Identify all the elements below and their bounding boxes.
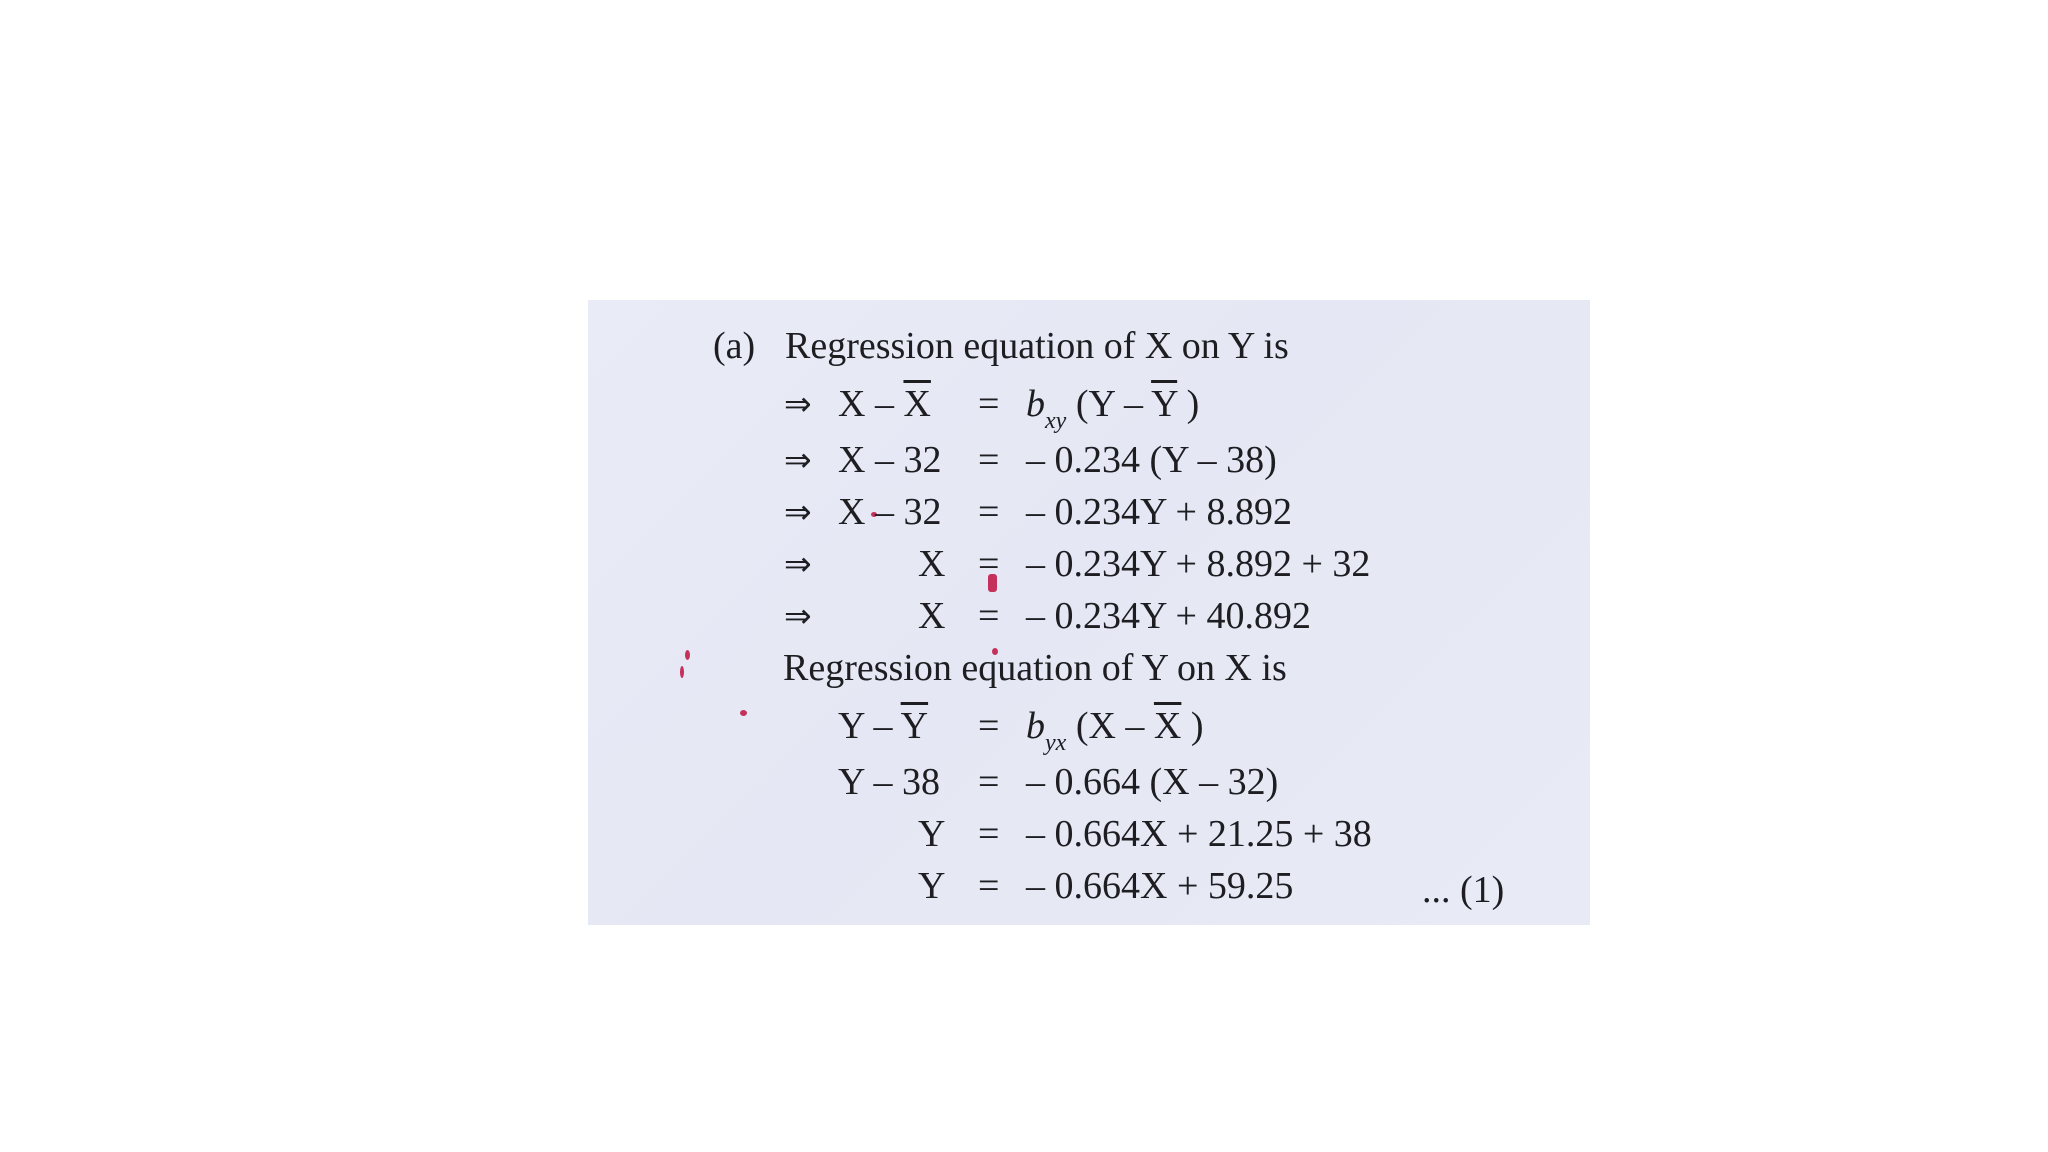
step-lhs: Y <box>918 813 946 855</box>
pen-mark <box>685 650 690 660</box>
implies-symbol: ⇒ <box>784 544 812 583</box>
part-label: (a) <box>713 325 756 367</box>
step-lhs: X <box>918 543 946 585</box>
step-lhs: X – 32 <box>838 491 942 533</box>
equals-sign: = <box>978 813 1000 855</box>
equals-sign: = <box>978 761 1000 803</box>
pen-mark <box>740 710 747 716</box>
equals-sign: = <box>978 543 1000 585</box>
equals-sign: = <box>978 865 1000 907</box>
equals-sign: = <box>978 491 1000 533</box>
step-rhs: – 0.664X + 59.25 <box>1026 865 1294 907</box>
heading-y-on-x: Regression equation of Y on X is <box>783 647 1287 689</box>
equals-sign: = <box>978 383 1000 425</box>
step-lhs: X – 32 <box>838 439 942 481</box>
step-rhs: $b_{xy}$ ($Y - \overline{Y}$ ) <box>1026 383 1200 434</box>
step-rhs: – 0.234Y + 8.892 + 32 <box>1026 543 1371 585</box>
step-rhs: – 0.234Y + 40.892 <box>1026 595 1311 637</box>
implies-symbol: ⇒ <box>784 440 812 479</box>
equals-sign: = <box>978 595 1000 637</box>
step-lhs: X <box>918 595 946 637</box>
equation-tag: ... (1) <box>1422 869 1505 911</box>
heading-x-on-y: Regression equation of X on Y is <box>785 325 1289 367</box>
implies-symbol: ⇒ <box>784 384 812 423</box>
implies-symbol: ⇒ <box>784 492 812 531</box>
step-rhs: – 0.234Y + 8.892 <box>1026 491 1292 533</box>
step-lhs: Y – $\overline{Y}$ <box>838 705 929 747</box>
step-lhs: Y – 38 <box>838 761 941 803</box>
scanned-page <box>588 300 1590 925</box>
equals-sign: = <box>978 439 1000 481</box>
equals-sign: = <box>978 705 1000 747</box>
implies-symbol: ⇒ <box>784 596 812 635</box>
step-rhs: $b_{yx}$ ($X - \overline{X}$ ) <box>1026 705 1204 756</box>
step-lhs: Y <box>918 865 946 907</box>
step-rhs: – 0.664X + 21.25 + 38 <box>1026 813 1372 855</box>
step-rhs: – 0.234 (Y – 38) <box>1026 439 1277 481</box>
step-rhs: – 0.664 (X – 32) <box>1026 761 1279 803</box>
pen-mark <box>680 666 684 678</box>
step-lhs: X – $\overline{X}$ <box>838 383 931 425</box>
